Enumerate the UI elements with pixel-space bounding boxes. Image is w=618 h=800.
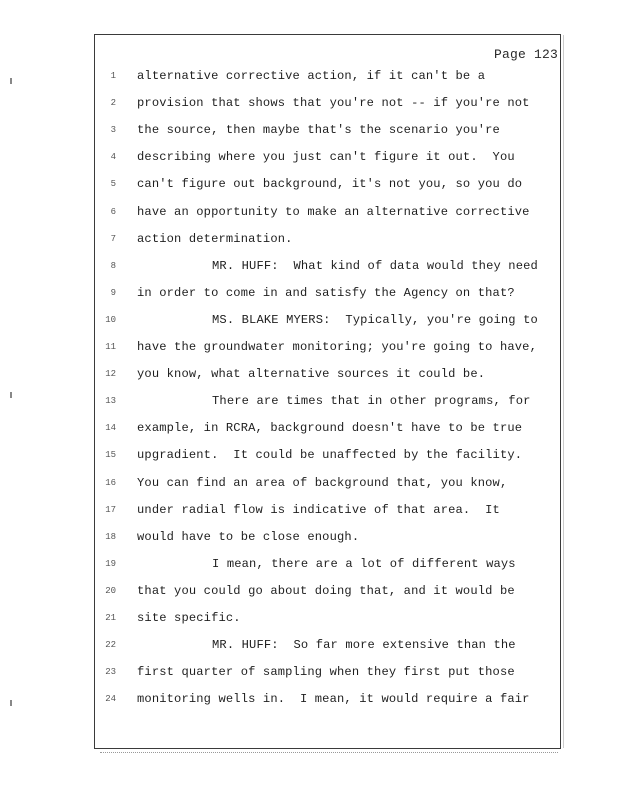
line-text: upgradient. It could be unaffected by the facility. (137, 448, 523, 463)
line-number: 5 (110, 179, 116, 190)
line-number: 23 (105, 667, 116, 678)
transcript-line (100, 608, 560, 630)
transcript-line (100, 310, 560, 332)
transcript-line (100, 473, 560, 495)
line-text: you know, what alternative sources it could be. (137, 367, 486, 382)
line-text: I mean, there are a lot of different ways (212, 556, 516, 571)
transcript-line (100, 202, 560, 224)
line-text: MR. HUFF: What kind of data would they need (212, 258, 538, 273)
line-text: the source, then maybe that's the scenario you're (137, 123, 500, 138)
transcript-line (100, 581, 560, 603)
transcript-line (100, 364, 560, 386)
line-text: under radial flow is indicative of that area. It (137, 502, 500, 517)
line-text: can't figure out background, it's not you, so you do (137, 177, 523, 192)
transcript-line (100, 283, 560, 305)
line-number: 15 (105, 450, 116, 461)
line-number: 8 (110, 260, 116, 271)
line-number: 10 (105, 314, 116, 325)
line-text: action determination. (137, 231, 293, 246)
transcript-line (100, 337, 560, 359)
scan-margin-mark (10, 392, 12, 398)
line-text: alternative corrective action, if it can't be a (137, 69, 486, 83)
page-number: Page 123 (493, 47, 558, 62)
line-number: 19 (105, 558, 116, 569)
transcript-line (100, 689, 560, 711)
transcript-line (100, 554, 560, 576)
scan-margin-mark (10, 78, 12, 84)
line-number: 2 (110, 98, 116, 109)
scan-margin-mark (10, 700, 12, 706)
line-text: have the groundwater monitoring; you're going to have, (137, 340, 538, 354)
line-text: have an opportunity to make an alternative corrective (137, 204, 530, 219)
line-text: You can find an area of background that, you know, (137, 475, 508, 490)
transcript-line (100, 445, 560, 467)
transcript-line (100, 418, 560, 440)
line-number: 17 (105, 504, 116, 515)
line-number: 3 (110, 125, 116, 136)
line-text: MR. HUFF: So far more extensive than the (212, 638, 516, 653)
line-text: site specific. (137, 611, 241, 625)
transcript-line (100, 662, 560, 684)
line-number: 12 (105, 369, 116, 380)
line-text: first quarter of sampling when they first put those (137, 665, 515, 680)
bottom-rule (100, 752, 558, 754)
line-text: There are times that in other programs, for (212, 394, 531, 409)
transcript-line (100, 635, 560, 657)
line-text: describing where you just can't figure it out. You (137, 150, 515, 165)
line-number: 6 (110, 206, 116, 217)
line-text: in order to come in and satisfy the Agency on that? (137, 285, 515, 300)
line-text: monitoring wells in. I mean, it would require a fair (137, 692, 530, 707)
transcript-line (100, 147, 560, 169)
transcript-line (100, 256, 560, 278)
line-text: example, in RCRA, background doesn't have to be true (137, 421, 523, 436)
transcript-line (100, 229, 560, 251)
line-number: 7 (110, 233, 116, 244)
transcript-line (100, 500, 560, 522)
transcript-line (100, 174, 560, 196)
transcript-line (100, 120, 560, 142)
line-number: 24 (105, 694, 116, 705)
transcript-line (100, 66, 560, 88)
transcript-line (100, 391, 560, 413)
line-number: 13 (105, 396, 116, 407)
transcript-line (100, 93, 560, 115)
line-number: 4 (110, 152, 116, 163)
line-number: 1 (110, 71, 116, 81)
line-number: 18 (105, 531, 116, 542)
line-number: 16 (105, 477, 116, 488)
line-number: 11 (105, 342, 116, 352)
line-number: 22 (105, 640, 116, 651)
line-number: 20 (105, 585, 116, 596)
line-number: 9 (110, 287, 116, 298)
line-number: 14 (105, 423, 116, 434)
line-text: MS. BLAKE MYERS: Typically, you're going to (212, 312, 538, 327)
line-text: provision that shows that you're not -- if you're not (137, 96, 530, 111)
line-text: that you could go about doing that, and it would be (137, 583, 515, 598)
line-text: would have to be close enough. (137, 529, 360, 544)
line-number: 21 (105, 613, 116, 623)
transcript-line (100, 527, 560, 549)
